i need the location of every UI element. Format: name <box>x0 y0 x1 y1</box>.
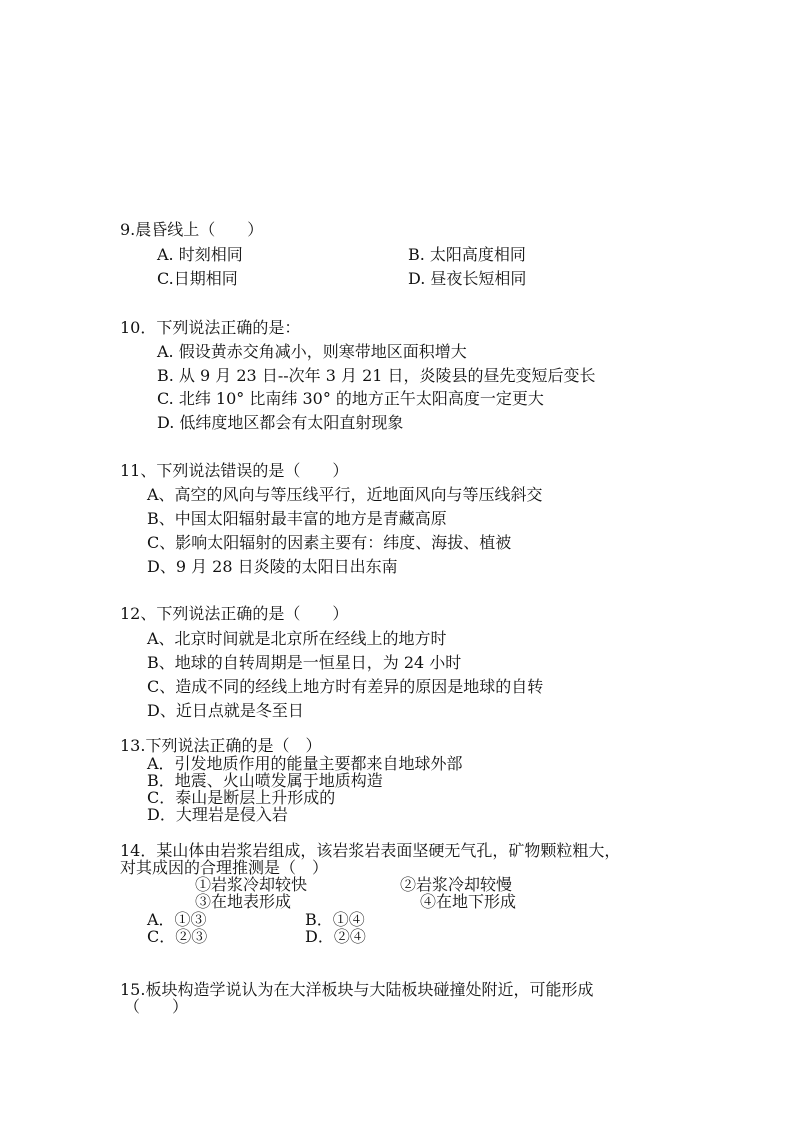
q10-option-d: D. 低纬度地区都会有太阳直射现象 <box>157 413 404 432</box>
q14-option-c: C．②③ <box>147 927 208 946</box>
q9-option-d: D. 昼夜长短相同 <box>408 269 527 288</box>
q9-option-a: A. 时刻相同 <box>157 245 243 264</box>
q12-option-b: B、地球的自转周期是一恒星日，为 24 小时 <box>147 653 462 672</box>
q13-option-b: B．地震、火山喷发属于地质构造 <box>147 771 383 790</box>
q10-option-c: C. 北纬 10° 比南纬 30° 的地方正午太阳高度一定更大 <box>157 389 544 408</box>
q10-stem: 10．下列说法正确的是： <box>120 318 301 337</box>
q12-option-c: C、造成不同的经线上地方时有差异的原因是地球的自转 <box>147 677 544 696</box>
q12-stem: 12、下列说法正确的是（ ） <box>120 604 349 623</box>
q14-stem-line1: 14．某山体由岩浆岩组成，该岩浆岩表面坚硬无气孔，矿物颗粒粗大， <box>120 841 621 860</box>
q9-option-c: C.日期相同 <box>157 269 238 288</box>
q13-stem: 13.下列说法正确的是（ ） <box>120 736 322 755</box>
q14-option-b: B．①④ <box>305 910 365 929</box>
q14-statement-2: ②岩浆冷却较慢 <box>400 875 513 894</box>
q14-option-d: D．②④ <box>305 927 366 946</box>
q12-option-d: D、近日点就是冬至日 <box>147 701 304 720</box>
q11-option-a: A、高空的风向与等压线平行，近地面风向与等压线斜交 <box>147 485 543 504</box>
q14-statement-1: ①岩浆冷却较快 <box>195 875 308 894</box>
q9-stem: 9.晨昏线上（ ） <box>120 220 264 239</box>
q12-option-a: A、北京时间就是北京所在经线上的地方时 <box>147 629 447 648</box>
q11-option-d: D、9 月 28 日炎陵的太阳日出东南 <box>147 557 398 576</box>
q9-option-b: B. 太阳高度相同 <box>408 245 526 264</box>
q13-option-c: C．泰山是断层上升形成的 <box>147 788 336 807</box>
q15-stem-line1: 15.板块构造学说认为在大洋板块与大陆板块碰撞处附近，可能形成 <box>120 980 594 999</box>
q14-option-a: A．①③ <box>147 910 207 929</box>
q14-statement-4: ④在地下形成 <box>420 892 517 911</box>
q11-stem: 11、下列说法错误的是（ ） <box>120 461 349 480</box>
q14-statement-3: ③在地表形成 <box>195 892 292 911</box>
q10-option-a: A. 假设黄赤交角减小，则寒带地区面积增大 <box>157 342 467 361</box>
q13-option-a: A．引发地质作用的能量主要都来自地球外部 <box>147 754 463 773</box>
q10-option-b: B. 从 9 月 23 日--次年 3 月 21 日，炎陵县的昼先变短后变长 <box>157 366 596 385</box>
q14-stem-line2: 对其成因的合理推测是（ ） <box>120 858 329 877</box>
q11-option-c: C、影响太阳辐射的因素主要有：纬度、海拔、植被 <box>147 533 512 552</box>
q15-stem-line2: （ ） <box>124 997 189 1016</box>
q13-option-d: D．大理岩是侵入岩 <box>147 805 288 824</box>
q11-option-b: B、中国太阳辐射最丰富的地方是青藏高原 <box>147 509 447 528</box>
